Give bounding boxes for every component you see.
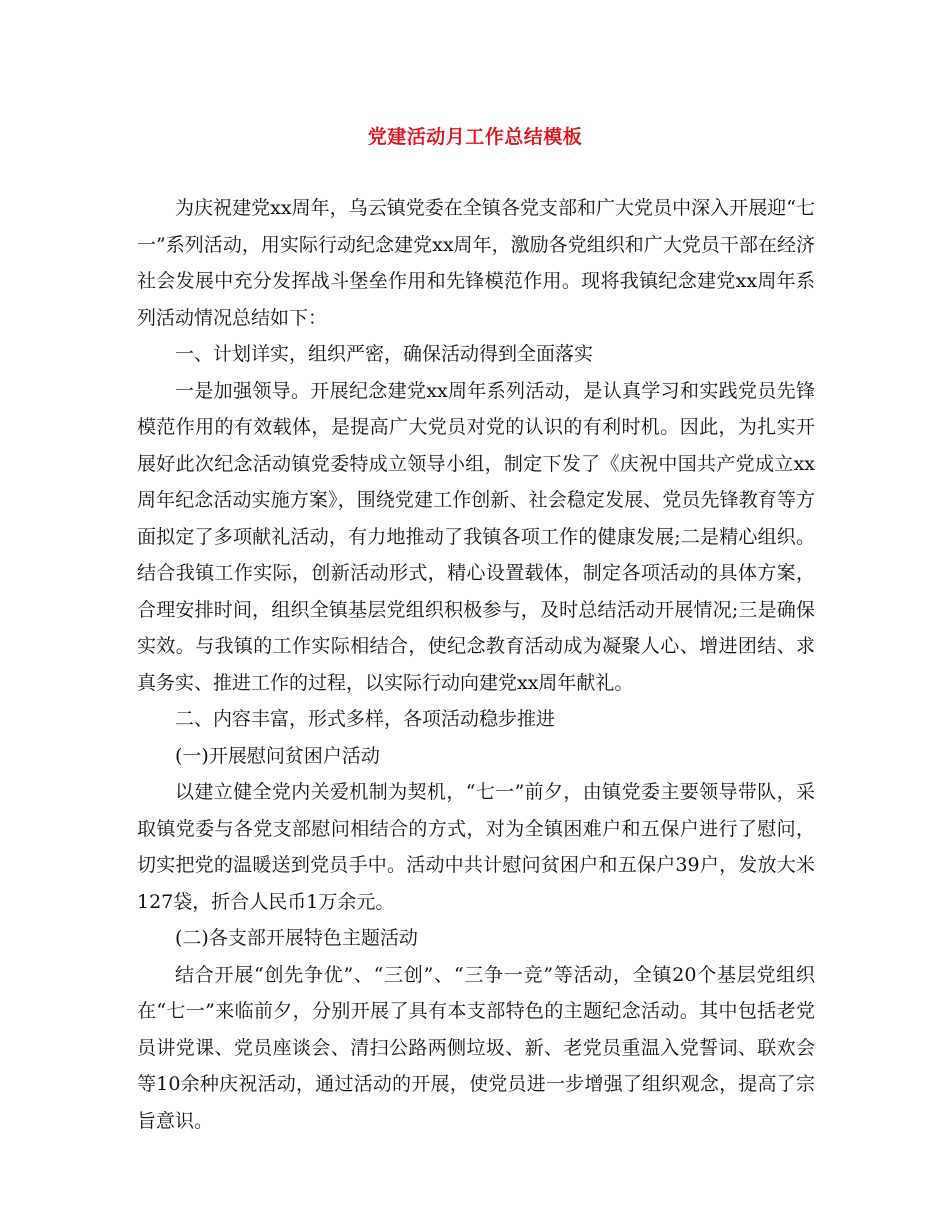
document-body (137, 190, 815, 1139)
body-paragraph: 一是加强领导。开展纪念建党xx周年系列活动，是认真学习和实践党员先锋模范作用的有效载体，是提高广大党员对党的认识的有利时机。因此，为扎实开展好此次纪念活动镇党委特成立领导小组，制定下发了《庆祝中国共产党成立xx周年纪念活动实施方案》，围绕党建工作创新、社会稳定发展、党员先锋教育等方面拟定了多项献礼活动，有力地推动了我镇各项工作的健康发展;二是精心组织。结合我镇工作实际，创新活动形式，精心设置载体，制定各项活动的具体方案，合理安排时间，组织全镇基层党组织积极参与，及时总结活动开展情况;三是确保实效。与我镇的工作实际相结合，使纪念教育活动成为凝聚人心、增进团结、求真务实、推进工作的过程，以实际行动向建党xx周年献礼。 (137, 379, 815, 694)
body-paragraph: 以建立健全党内关爱机制为契机，“七一”前夕，由镇党委主要领导带队，采取镇党委与各党支部慰问相结合的方式，对为全镇困难户和五保户进行了慰问，切实把党的温暖送到党员手中。活动中共计慰问贫困户和五保户39户，发放大米127袋，折合人民币1万余元。 (137, 781, 815, 913)
section-heading: 二、内容丰富，形式多样，各项活动稳步推进 (175, 708, 556, 730)
document-title: 党建活动月工作总结模板 (367, 126, 583, 148)
subsection-heading: (二)各支部开展特色主题活动 (175, 927, 418, 949)
section-heading: 一、计划详实，组织严密，确保活动得到全面落实 (175, 343, 594, 365)
body-paragraph: 结合开展“创先争优”、“三创”、“三争一竞”等活动，全镇20个基层党组织在“七一”来临前夕，分别开展了具有本支部特色的主题纪念活动。其中包括老党员讲党课、党员座谈会、清扫公路两侧垃圾、新、老党员重温入党誓词、联欢会等10余种庆祝活动，通过活动的开展，使党员进一步增强了组织观念，提高了宗旨意识。 (137, 963, 815, 1132)
body-paragraph: 为庆祝建党xx周年，乌云镇党委在全镇各党支部和广大党员中深入开展迎“七一”系列活动，用实际行动纪念建党xx周年，激励各党组织和广大党员干部在经济社会发展中充分发挥战斗堡垒作用和先锋模范作用。现将我镇纪念建党xx周年系列活动情况总结如下： (137, 197, 815, 329)
subsection-heading: (一)开展慰问贫困户活动 (175, 744, 380, 767)
